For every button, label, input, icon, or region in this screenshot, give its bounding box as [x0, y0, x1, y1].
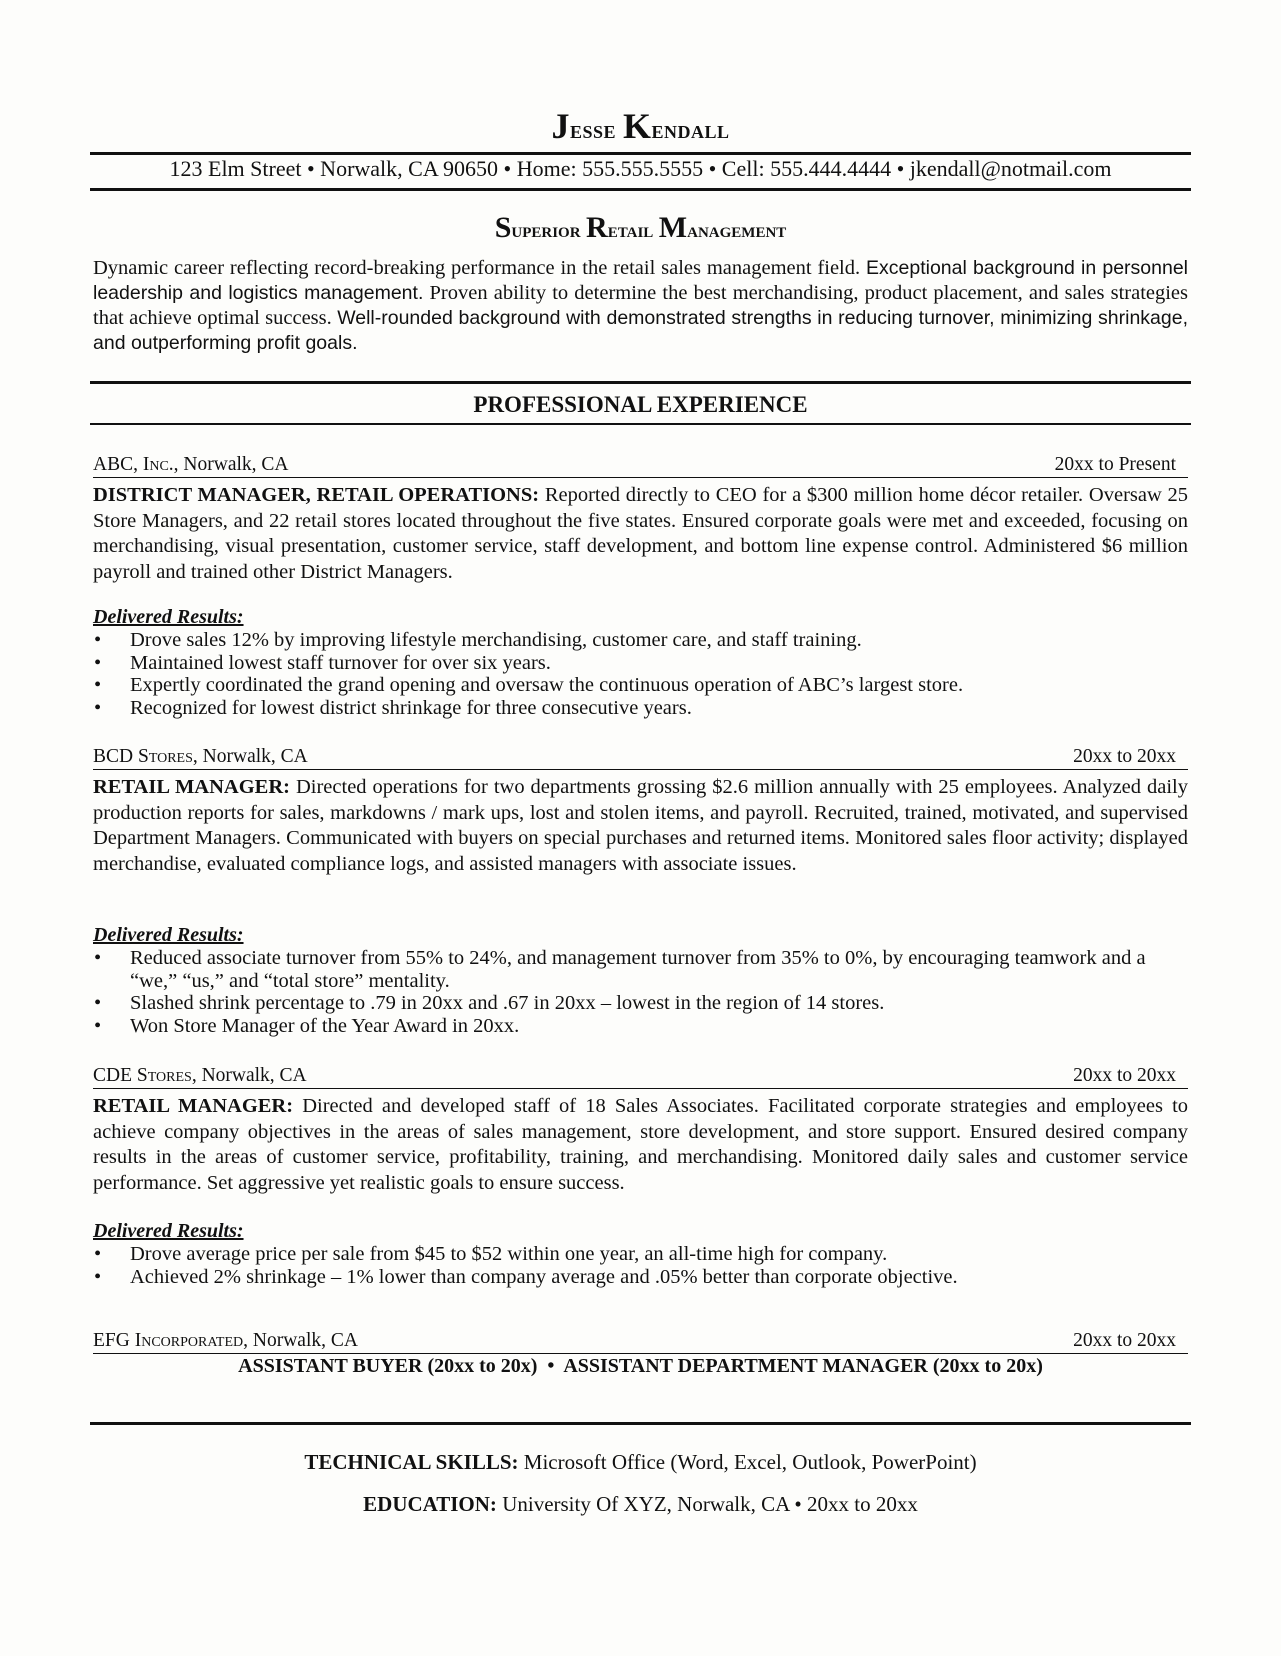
- name-rest-last: endall: [651, 115, 730, 144]
- name-initial-last: K: [623, 106, 652, 146]
- job-description-text: Directed operations for two departments grossing $2.6 million annually with 25 employees. Analyzed daily production reports for sales, markdowns / mark ups, lost and stolen items, and payroll. Recruited, trained, motivated, and supervised Department Managers. Communicated with buyers on special purchases and returned items. Monitored sales floor activity; displayed merchandise, evaluated compliance logs, and assisted managers with associate issues.: [93, 776, 1189, 875]
- header-rule-bottom: [90, 188, 1191, 191]
- footer-rule: [90, 1422, 1191, 1425]
- name-initial-first: J: [551, 106, 570, 146]
- headline-rest-2: etail: [607, 217, 654, 242]
- job-header: [93, 1329, 1188, 1354]
- list-item: • Expertly coordinated the grand opening and oversaw the continuous operation of ABC’s largest store.: [93, 674, 1188, 697]
- delivered-results-label: Delivered Results:: [93, 1220, 244, 1242]
- headline-initial-1: S: [494, 211, 512, 244]
- job-positions: ASSISTANT BUYER (20xx to 20x) • ASSISTANT DEPARTMENT MANAGER (20xx to 20x): [238, 1355, 1043, 1377]
- list-item: • Drove average price per sale from $45 to $52 within one year, an all-time high for company.: [93, 1243, 1188, 1266]
- name-rest-first: esse: [569, 115, 616, 144]
- results-list: [93, 629, 1188, 719]
- job-dates: 20xx to Present: [1054, 454, 1176, 475]
- job-description: [93, 483, 1188, 585]
- company-location: , Norwalk, CA: [243, 1330, 358, 1351]
- technical-skills: [0, 1448, 1281, 1476]
- job-description: [93, 775, 1188, 877]
- list-item: • Maintained lowest staff turnover for over six years.: [93, 652, 1188, 675]
- job-dates: 20xx to 20xx: [1073, 1330, 1176, 1351]
- summary-part-1: Dynamic career reflecting record-breaking performance in the retail sales management field.: [93, 257, 861, 279]
- job-description: [93, 1094, 1188, 1196]
- headline-initial-2: R: [586, 211, 608, 244]
- job-header: [93, 453, 1188, 478]
- company-name: ABC, Inc.: [93, 454, 174, 475]
- job-header: [93, 1064, 1188, 1089]
- experience-rule-bottom: [90, 423, 1191, 425]
- headline-rest-3: anagement: [687, 217, 787, 242]
- list-item: • Slashed shrink percentage to .79 in 20xx and .67 in 20xx – lowest in the region of 14 stores.: [93, 992, 1188, 1015]
- list-item: • Achieved 2% shrinkage – 1% lower than company average and .05% better than corporate objective.: [93, 1266, 1188, 1289]
- job-dates: 20xx to 20xx: [1073, 746, 1176, 767]
- list-item: • Recognized for lowest district shrinkage for three consecutive years.: [93, 697, 1188, 720]
- resume-headline: [0, 210, 1281, 248]
- education-label: EDUCATION:: [363, 1492, 497, 1516]
- delivered-results-label: Delivered Results:: [93, 924, 244, 946]
- job-title: DISTRICT MANAGER, RETAIL OPERATIONS:: [93, 484, 540, 506]
- summary-part-3: Proven ability to determine the best merchandising, product placement, and sales strategies that achieve optimal success.: [93, 282, 1189, 329]
- headline-rest-1: uperior: [511, 217, 581, 242]
- results-list: [93, 947, 1188, 1037]
- job-description-text: Reported directly to CEO for a $300 million home décor retailer. Oversaw 25 Store Managers, and 22 retail stores located throughout the five states. Ensured corporate goals were met and exceeded, focusing on merchandising, visual presentation, customer service, staff development, and bottom line expense control. Administered $6 million payroll and trained other District Managers.: [93, 484, 1189, 583]
- company-name: CDE Stores: [93, 1065, 192, 1086]
- education: [0, 1490, 1281, 1518]
- experience-heading: PROFESSIONAL EXPERIENCE: [473, 392, 808, 417]
- delivered-results-label: Delivered Results:: [93, 606, 244, 628]
- contact-line: 123 Elm Street • Norwalk, CA 90650 • Home: 555.555.5555 • Cell: 555.444.4444 • jkendall@notmail.com: [169, 156, 1112, 181]
- job-dates: 20xx to 20xx: [1073, 1065, 1176, 1086]
- list-item: • Won Store Manager of the Year Award in 20xx.: [93, 1015, 1188, 1038]
- headline-initial-3: M: [658, 211, 688, 244]
- skills-label: TECHNICAL SKILLS:: [304, 1450, 519, 1474]
- company-location: , Norwalk, CA: [191, 1065, 307, 1086]
- skills-value: Microsoft Office (Word, Excel, Outlook, PowerPoint): [523, 1450, 977, 1474]
- job-description-text: Directed and developed staff of 18 Sales Associates. Facilitated corporate strategies and employees to achieve company objectives in the areas of sales management, store development, and store support. Ensured desired company results in the areas of customer service, profitability, training, and merchandising. Monitored daily sales and customer service performance. Set aggressive yet realistic goals to ensure success.: [93, 1095, 1189, 1194]
- job-title: RETAIL MANAGER:: [93, 1095, 294, 1117]
- results-list: [93, 1243, 1188, 1288]
- education-value: University Of XYZ, Norwalk, CA • 20xx to 20xx: [502, 1492, 918, 1516]
- company-name: BCD Stores: [93, 746, 193, 767]
- professional-summary: [93, 256, 1188, 356]
- summary-part-4: Well-rounded background with demonstrated strengths in reducing turnover, minimizing shrinkage, and outperforming profit goals.: [93, 307, 1189, 354]
- experience-rule-top: [90, 381, 1191, 384]
- company-location: , Norwalk, CA: [192, 746, 308, 767]
- job-header: [93, 745, 1188, 770]
- candidate-name: [0, 106, 1281, 150]
- summary-part-2: Exceptional background in personnel leadership and logistics management.: [93, 257, 1188, 304]
- company-location: , Norwalk, CA: [173, 454, 289, 475]
- job-title: RETAIL MANAGER:: [93, 776, 290, 798]
- list-item: • Drove sales 12% by improving lifestyle merchandising, customer care, and staff training.: [93, 629, 1188, 652]
- company-name: EFG Incorporated: [93, 1330, 244, 1351]
- list-item: • Reduced associate turnover from 55% to 24%, and management turnover from 35% to 0%, by encouraging teamwork and a “we,” “us,” and “total store” mentality.: [93, 947, 1188, 992]
